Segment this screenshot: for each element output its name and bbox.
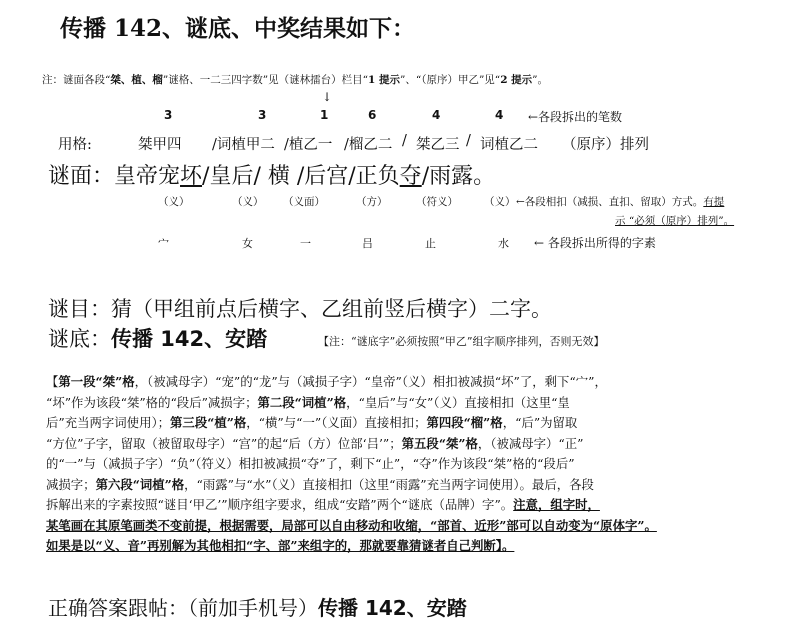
stroke-count: 4	[432, 108, 441, 122]
method-side-note-2: 示 “必须（原序）排列”。	[615, 215, 735, 227]
explain-text: 第四段“榴”格	[426, 415, 503, 430]
answer-value: 传播 142、安踏	[111, 327, 268, 351]
explain-text: ，“横”与“一”（义面）直接相扣；	[246, 415, 427, 430]
riddle-face-text: /雨露。	[421, 164, 496, 189]
explain-line	[46, 372, 762, 393]
riddle-face-text: /皇后/ 横 /后宫/正负	[202, 164, 400, 189]
component-char: 止	[425, 237, 436, 250]
format-item: /	[466, 133, 471, 149]
explain-text: 第五段“桀”格	[401, 435, 478, 451]
stroke-count: 6	[368, 108, 377, 122]
hint-note	[42, 72, 548, 87]
explain-text: 第三段“植”格	[170, 415, 247, 430]
explain-text: 【	[46, 374, 59, 389]
note-text: ”。	[532, 74, 549, 86]
format-item: 桀甲四	[138, 137, 182, 153]
method-label: （义面）	[283, 196, 325, 208]
format-label: 用格:	[58, 137, 92, 153]
format-item: /词植甲二	[212, 137, 275, 153]
stroke-count: 1	[320, 108, 329, 122]
explain-text: “坏”作为该段“桀”格的“段后”减损字；	[46, 394, 258, 410]
answer-note: 【注：“谜底字”必须按照“甲乙”组字顺序排列，否则无效】	[318, 335, 605, 348]
note-bold-hint2: 2 提示	[500, 74, 533, 86]
correct-answer-line	[48, 592, 467, 621]
explain-text: 后”充当两字词使用）；	[46, 415, 171, 430]
riddle-answer	[48, 323, 267, 353]
correct-answer-value: 传播 142、安踏	[318, 596, 467, 620]
method-label: （义）	[158, 196, 190, 208]
explain-line	[46, 475, 762, 496]
format-item: /植乙一	[284, 137, 333, 153]
format-item: /	[402, 133, 407, 149]
note-text: ”、“（原序）甲乙”见“	[399, 74, 501, 86]
explanation-block	[46, 372, 762, 557]
component-char: 女	[242, 237, 253, 250]
method-side-note: ←各段相扣（减损、直扣、留取）方式。有提	[516, 196, 725, 208]
component-char: 吕	[362, 237, 373, 250]
explain-line	[46, 495, 762, 516]
note-text: 注：谜面各段“	[42, 74, 111, 86]
method-label: （方）	[356, 196, 388, 208]
riddle-target: 谜目：猜（甲组前点后横字、乙组前竖后横字）二字。	[48, 297, 552, 321]
stroke-side-note: ←各段拆出的笔数	[528, 110, 623, 124]
riddle-face-text: 谜面：皇帝宠	[48, 164, 181, 189]
answer-label: 谜底：	[48, 327, 111, 351]
arrow-down-icon: ↓	[322, 90, 333, 104]
explain-text: ，“皇后”与“女”（义）直接相扣（这里“皇	[346, 394, 570, 410]
riddle-face-underlined: 夺	[399, 164, 422, 189]
format-item: /榴乙二	[344, 137, 393, 153]
method-label: （符义）	[416, 196, 458, 208]
component-char: 宀	[158, 237, 169, 250]
explain-text: “方位”子字，留取（被留取母字）“宫”的起“后（方）位部‘吕’”；	[46, 435, 402, 451]
explain-line	[46, 536, 762, 557]
component-side-note: ← 各段拆出所得的字素	[534, 236, 656, 250]
explain-text: 拆解出来的字素按照“谜目‘甲乙’”顺序组字要求，组成“安踏”两个“谜底（品牌）字”。	[46, 497, 514, 512]
explain-text: 如果是以“义、音”再别解为其他相扣“字、部”来组字的，那就要靠猜谜者自己判断】。	[46, 538, 515, 553]
format-item: （原序）排列	[562, 137, 649, 153]
format-item: 桀乙三	[416, 137, 460, 153]
component-char: 水	[498, 237, 509, 250]
explain-text: ，“后”为留取	[502, 415, 578, 430]
note-text: ”谜格、一二三四字数”见（谜林擂台）栏目“	[162, 74, 368, 86]
explain-text: 减损字；	[46, 476, 96, 492]
page-title: 传播 142、谜底、中奖结果如下：	[60, 15, 416, 42]
stroke-count: 3	[164, 108, 173, 122]
explain-text: ，（被减母字）“正”	[477, 435, 584, 451]
component-char: 一	[300, 237, 311, 250]
explain-text: 的“一”与（减损子字）“负”（符义）相扣被减损“夺”了，剩下“止”，“夺”作为该段“桀”格的“段后”	[46, 456, 575, 471]
explain-text: ，“雨露”与“水”（义）直接相扣（这里“雨露”充当两字词使用）。最后，各段	[184, 476, 594, 492]
method-label: （义）	[484, 196, 516, 208]
riddle-face-underlined: 坏	[180, 164, 203, 189]
explain-text: 第六段“词植”格	[95, 476, 185, 492]
explain-line	[46, 393, 762, 414]
stroke-count: 3	[258, 108, 267, 122]
explain-text: 第一段“桀”格	[58, 374, 135, 389]
explain-text: 某笔画在其原笔画类不变前提，根据需要，局部可以自由移动和收缩，“部首、近形”部可以自动变为“原体字”。	[46, 517, 657, 533]
note-bold-formats: 桀、植、榴	[110, 74, 163, 86]
explain-text: 第二段“词植”格	[257, 394, 347, 410]
note-bold-hint1: 1 提示	[367, 74, 400, 86]
riddle-face	[48, 159, 495, 190]
explain-line	[46, 413, 762, 434]
explain-line	[46, 434, 762, 455]
explain-line	[46, 516, 762, 537]
stroke-count: 4	[495, 108, 504, 122]
method-label: （义）	[232, 196, 264, 208]
explain-line	[46, 454, 762, 475]
correct-answer-label: 正确答案跟帖：（前加手机号）	[48, 596, 318, 620]
format-item: 词植乙二	[480, 137, 538, 153]
explain-text: ，（被减母字）“宠”的“龙”与（减损子字）“皇帝”（义）相扣被减损“坏”了，剩下“宀”，	[134, 374, 607, 389]
explain-text: 注意，组字时，	[513, 497, 600, 512]
